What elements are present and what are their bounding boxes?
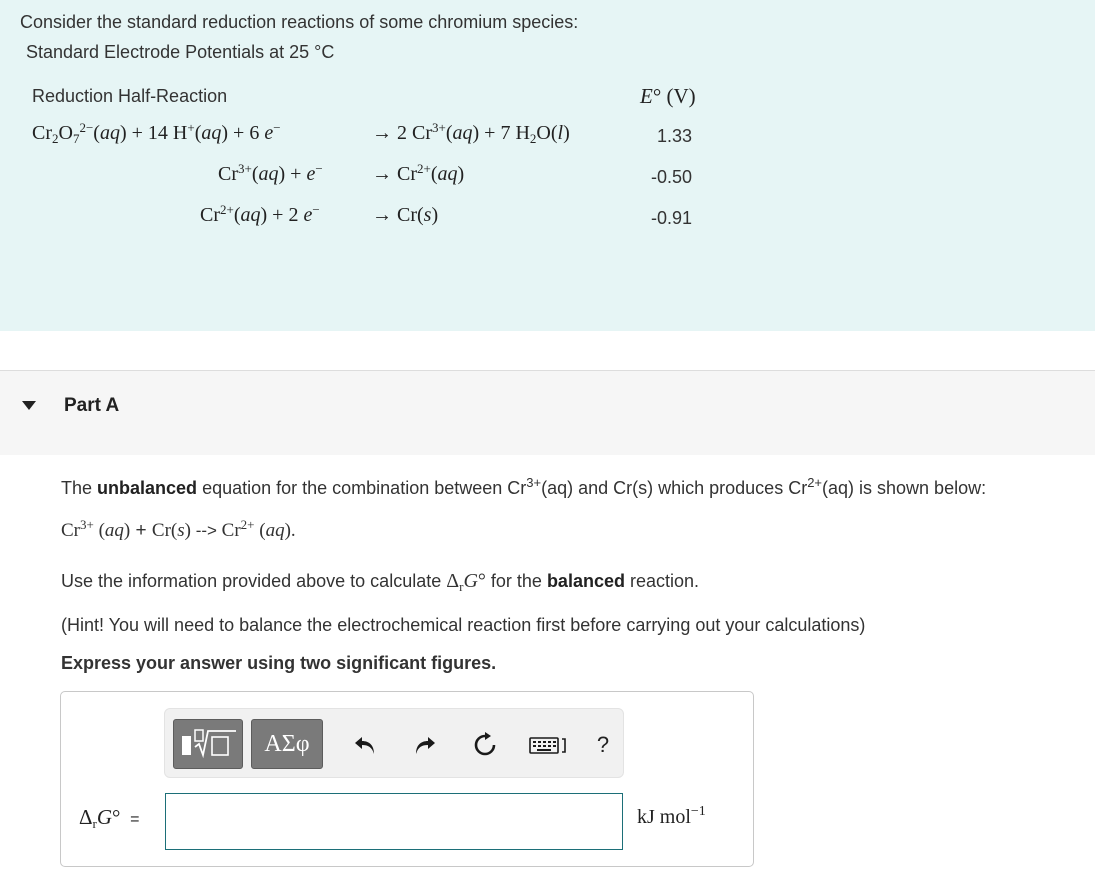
reaction-3-products: → Cr(s) [372, 204, 439, 226]
reaction-1-potential: 1.33 [657, 126, 693, 146]
answer-box [60, 691, 754, 867]
question-line-3: Use the information provided above to calculate $\Delta_rG^\circ$ for the balanced reaction. [61, 570, 700, 594]
part-header[interactable] [0, 371, 1095, 455]
math-toolbar [164, 708, 624, 778]
table-title: Standard Electrode Potentials at 25 °C [26, 42, 335, 62]
redo-icon[interactable] [411, 731, 439, 759]
reaction-1-products: → 2 $Cr^{3+}(aq) + 7$ $H_2O(l)$ [372, 119, 570, 146]
reset-icon[interactable] [471, 731, 499, 759]
column-header-reaction: Reduction Half-Reaction [32, 86, 228, 106]
unbalanced-equation: $Cr^{3+}$ (aq) + Cr(s) --> $Cr^{2+}$ (aq). [61, 516, 296, 541]
instruction-text: Express your answer using two significant figures. [61, 653, 497, 673]
column-header-potential: E° (V) [640, 84, 696, 108]
intro-panel [0, 0, 1095, 331]
part-title[interactable]: Part A [64, 395, 120, 416]
reaction-2-reactants: $Cr^{3+}(aq) + e^-$ [218, 160, 323, 185]
help-icon[interactable]: ? [596, 732, 610, 757]
reaction-3-potential: -0.91 [651, 208, 693, 228]
caret-down-icon[interactable] [22, 401, 36, 410]
reaction-2-products: → $Cr^{2+}(aq)$ [372, 160, 465, 185]
intro-text: Consider the standard reduction reactions of some chromium species: [20, 12, 579, 32]
answer-label: $\Delta_rG^\circ$ = [79, 805, 140, 831]
templates-icon [178, 727, 238, 761]
reaction-2-potential: -0.50 [651, 167, 693, 187]
answer-input[interactable] [165, 793, 623, 850]
question-line-1: The unbalanced equation for the combination between $Cr^{3+}(aq)$ and Cr(s) which produces $Cr^{2+}(aq)$ is shown below: [61, 474, 987, 498]
undo-icon[interactable] [351, 731, 379, 759]
templates-button[interactable] [173, 719, 243, 769]
keyboard-icon[interactable] [529, 731, 569, 759]
reaction-1-reactants: $Cr_2O_7^{2-}(aq) + 14$ H+(aq) + 6 e− [32, 119, 281, 146]
symbols-button[interactable] [251, 719, 323, 769]
reaction-3-reactants: $Cr^{2+}(aq) + 2$ e− [200, 201, 320, 226]
unit-label: kJ mol$^{-1}$ [637, 804, 706, 828]
symbols-icon: ΑΣφ [264, 730, 310, 757]
hint-text: (Hint! You will need to balance the electrochemical reaction first before carrying out your calculations) [61, 615, 866, 635]
